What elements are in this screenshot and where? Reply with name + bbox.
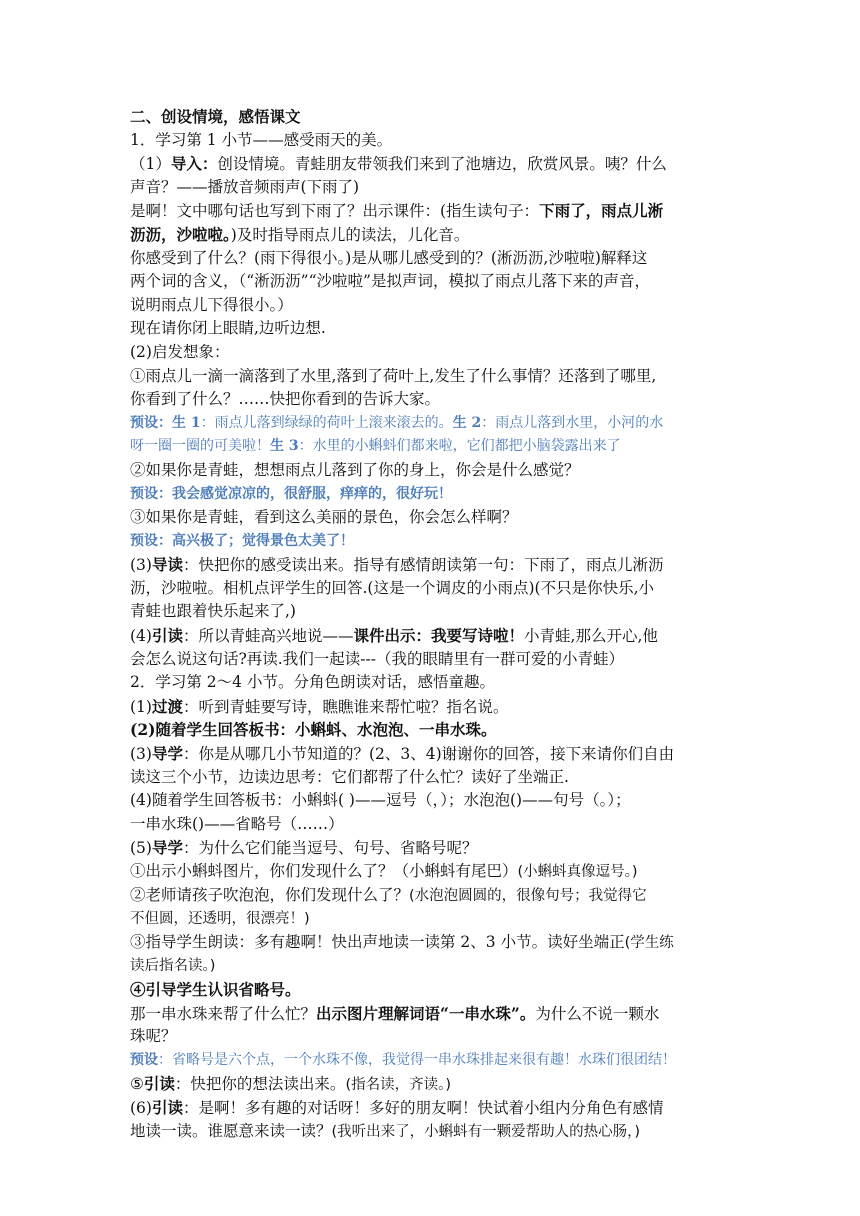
- bold-text: 课件出示：我要写诗啦！: [353, 626, 525, 646]
- text-line: [130, 718, 740, 742]
- text-line: [130, 270, 740, 294]
- text-span: ：快把你的感受读出来。指导有感情朗读第一句：下雨了，雨点儿淅沥: [182, 556, 664, 575]
- text-span: (5): [130, 839, 152, 858]
- text-line: [130, 1120, 740, 1144]
- text-span: (3): [130, 556, 152, 575]
- text-span: 读后指名读。): [130, 958, 216, 975]
- text-span: (4): [130, 627, 152, 646]
- bold-text: 生 3: [270, 438, 299, 455]
- text-line: [130, 813, 740, 837]
- bold-text: 预设: [130, 1051, 158, 1068]
- text-span: ①出示小蝌蚪图片，你们发现什么了？（小蝌蚪有尾巴）: [130, 862, 518, 880]
- text-line: [130, 1096, 740, 1120]
- text-line: [130, 152, 740, 176]
- text-span: 你看到了什么？……快把你看到的告诉大家。: [130, 390, 441, 409]
- text-span: ③如果你是青蛙，看到这么美丽的景色，你会怎么样啊？: [130, 508, 518, 527]
- text-span: ②如果你是青蛙，想想雨点儿落到了你的身上，你会是什么感觉？: [130, 460, 580, 479]
- text-line: [130, 506, 740, 530]
- text-line: [130, 1002, 740, 1026]
- text-span: ：雨点儿落到绿绿的荷叶上滚来滚去的。: [200, 414, 453, 431]
- text-span: 会怎么说这句话?再读.我们一起读---（我的眼睛里有一群可爱的小青蛙）: [130, 649, 624, 668]
- bold-text: 导入：: [170, 154, 218, 174]
- text-span: 1．学习第 1 小节——感受雨天的美。: [130, 130, 393, 149]
- text-span: 小青蛙,那么开心,他: [524, 627, 658, 646]
- text-span: ：听到青蛙要写诗，瞧瞧谁来帮忙啦？指名说。: [182, 697, 509, 716]
- text-span: 呀一圈一圈的可美啦！: [130, 438, 270, 455]
- text-line: [130, 105, 740, 129]
- text-line: [130, 671, 740, 695]
- preset-answer-line: [130, 530, 740, 554]
- text-line: [130, 766, 740, 790]
- text-span: 现在请你闭上眼睛,边听边想.: [130, 319, 326, 338]
- text-line: [130, 836, 740, 860]
- text-line: [130, 577, 740, 601]
- text-line: [130, 600, 740, 624]
- text-span: (我听出来了，小蝌蚪有一颗爱帮助人的热心肠，): [331, 1123, 641, 1140]
- bold-text: 预设：高兴极了；觉得景色太美了！: [130, 532, 354, 549]
- text-span: （1）: [130, 155, 171, 174]
- text-line: [130, 388, 740, 412]
- text-line: [130, 317, 740, 341]
- text-line: [130, 860, 740, 884]
- text-span: )及时指导雨点儿的读法，儿化音。: [230, 225, 470, 244]
- text-line: [130, 1025, 740, 1049]
- bold-text: 预设：生 1: [130, 414, 201, 431]
- bold-text: 导学: [151, 744, 183, 764]
- bold-text: 二、创设情境，感悟课文: [130, 107, 301, 126]
- text-span: ：为什么它们能当逗号、句号、省略号呢？: [182, 839, 478, 858]
- text-line: [130, 199, 740, 223]
- text-span: 为什么不说一颗水: [535, 1004, 660, 1023]
- text-span: ③指导学生朗读：多有趣啊！快出声地读一读第 2、3 小节。读好坐端正: [130, 932, 625, 951]
- text-span: (4)随着学生回答板书：小蝌蚪( )——逗号（，）；水泡泡()——句号（。）；: [130, 791, 631, 810]
- text-span: 声音？——播放音频雨声(下雨了): [130, 177, 360, 196]
- text-span: 说明雨点儿下得很小。）: [130, 295, 293, 314]
- preset-answer-line: [130, 483, 740, 507]
- text-line: [130, 907, 740, 931]
- bold-text: 导读: [151, 555, 183, 575]
- text-line: [130, 294, 740, 318]
- bold-text: 过渡: [151, 696, 183, 716]
- text-span: ：是啊！多有趣的对话呀！多好的朋友啊！快试着小组内分角色有感情: [182, 1098, 664, 1117]
- text-span: 青蛙也跟着快乐起来了,): [130, 602, 296, 621]
- text-span: 2．学习第 2～4 小节。分角色朗读对话，感悟童趣。: [130, 673, 495, 692]
- document-body: [130, 105, 740, 1143]
- bold-text: (2)随着学生回答板书：小蝌蚪、水泡泡、一串水珠。: [130, 720, 497, 740]
- text-span: 那一串水珠来帮了什么忙？: [130, 1004, 317, 1023]
- bold-text: 导学: [151, 838, 183, 858]
- text-line: [130, 931, 740, 955]
- text-span: (水泡泡圆圆的，很像句号；我觉得它: [409, 887, 647, 904]
- text-line: [130, 695, 740, 719]
- text-line: [130, 742, 740, 766]
- text-line: [130, 459, 740, 483]
- text-span: ①雨点儿一滴一滴落到了水里,落到了荷叶上,发生了什么事情？还落到了哪里,: [130, 366, 657, 385]
- text-span: ：快把你的想法读出来。: [174, 1075, 346, 1094]
- text-span: 是啊！文中哪句话也写到下雨了？出示课件：(指生读句子：: [130, 202, 540, 221]
- bold-text: 预设：我会感觉凉凉的，很舒服，痒痒的，很好玩！: [130, 485, 452, 502]
- text-span: (2)启发想象：: [130, 342, 230, 361]
- text-span: (6): [130, 1098, 152, 1117]
- text-line: [130, 176, 740, 200]
- text-span: (3): [130, 745, 152, 764]
- text-span: 两个词的含义，（“淅沥沥”“沙啦啦”是拟声词，模拟了雨点儿落下来的声音，: [130, 272, 650, 291]
- bold-text: 生 2: [452, 414, 482, 431]
- text-span: ：雨点儿落到水里，小河的水: [481, 414, 664, 431]
- bold-text: 引读: [151, 626, 183, 646]
- text-line: [130, 624, 740, 648]
- text-line: [130, 1072, 740, 1096]
- text-span: ⑤: [130, 1075, 144, 1094]
- text-line: [130, 129, 740, 153]
- text-span: (指名读，齐读。): [345, 1077, 452, 1094]
- text-span: ②老师请孩子吹泡泡，你们发现什么了？: [130, 885, 410, 904]
- text-span: ：你是从哪几小节知道的？(2、3、4)谢谢你的回答，接下来请你们自由: [182, 745, 675, 764]
- text-span: (1): [130, 697, 152, 716]
- text-span: ：所以青蛙高兴地说——: [182, 627, 354, 646]
- text-line: [130, 341, 740, 365]
- text-span: 你感受到了什么？(雨下得很小。)是从哪儿感受到的？(淅沥沥,沙啦啦)解释这: [130, 248, 648, 267]
- text-line: [130, 223, 740, 247]
- bold-text: 沥沥，沙啦啦。: [130, 224, 231, 244]
- preset-answer-line: [130, 1049, 740, 1073]
- text-span: 一串水珠()——省略号（……）: [130, 814, 344, 833]
- text-span: ：水里的小蝌蚪们都来啦，它们都把小脑袋露出来了: [298, 438, 621, 455]
- text-span: 读这三个小节，边读边思考：它们都帮了什么忙？读好了坐端正.: [130, 767, 569, 786]
- text-line: [130, 978, 740, 1002]
- text-span: 地读一读。谁愿意来读一读？: [130, 1121, 332, 1140]
- text-line: [130, 954, 740, 978]
- text-line: [130, 648, 740, 672]
- bold-text: 出示图片理解词语“一串水珠”。: [316, 1003, 536, 1023]
- text-span: (小蝌蚪真像逗号。): [517, 864, 638, 880]
- text-line: [130, 789, 740, 813]
- text-span: ：省略号是六个点，一个水珠不像，我觉得一串水珠排起来很有趣！水珠们很团结！: [158, 1051, 676, 1068]
- text-line: [130, 884, 740, 908]
- bold-text: 引读: [143, 1074, 175, 1094]
- bold-text: 引读: [151, 1097, 183, 1117]
- bold-text: 下雨了，雨点儿淅: [539, 201, 664, 221]
- preset-answer-line: [130, 435, 740, 459]
- text-span: 珠呢？: [130, 1027, 177, 1046]
- text-line: [130, 365, 740, 389]
- text-line: [130, 247, 740, 271]
- text-span: 创设情境。青蛙朋友带领我们来到了池塘边，欣赏风景。咦？什么: [217, 155, 667, 174]
- text-span: 沥，沙啦啦。相机点评学生的回答.(这是一个调皮的小雨点)(不只是你快乐,小: [130, 578, 654, 597]
- text-span: (学生练: [624, 934, 674, 951]
- text-span: 不但圆，还透明，很漂亮！): [130, 911, 310, 928]
- text-line: [130, 553, 740, 577]
- bold-text: ④引导学生认识省略号。: [130, 979, 301, 999]
- preset-answer-line: [130, 412, 740, 436]
